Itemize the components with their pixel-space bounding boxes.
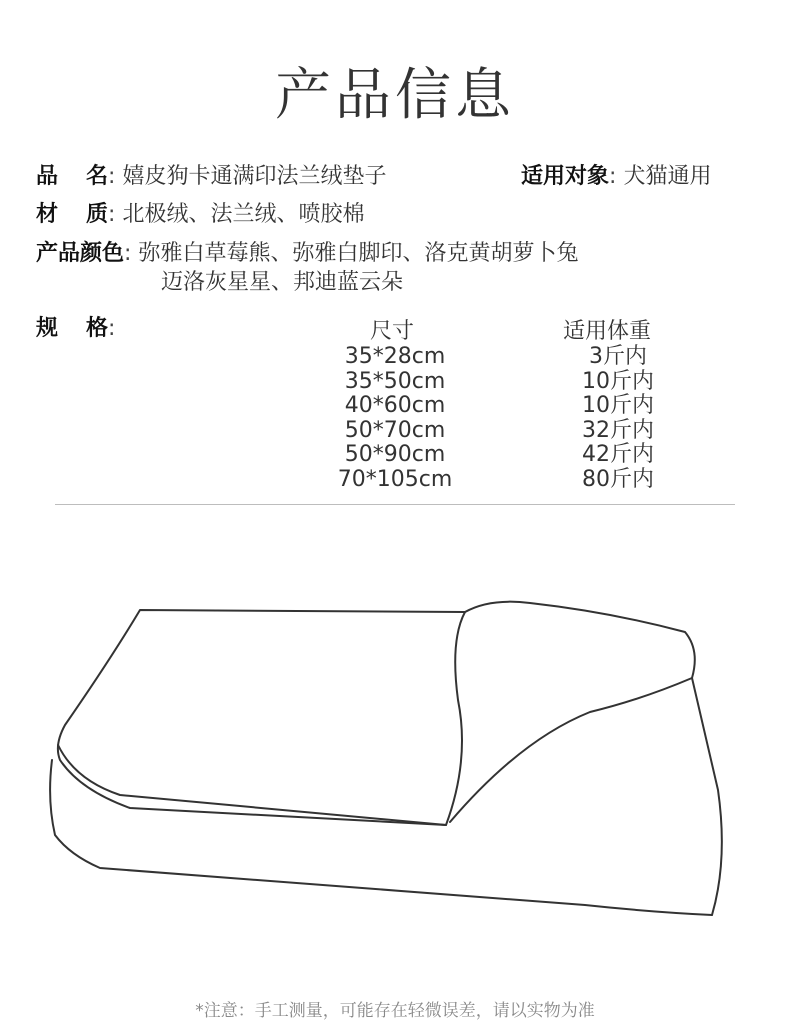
size-cell: 40*60cm	[344, 393, 446, 418]
size-cell: 50*90cm	[344, 442, 446, 467]
weight-cell: 10斤内	[582, 368, 654, 394]
page-title: 产品信息	[275, 63, 515, 128]
colors-value-line2: 迈洛灰星星、邦迪蓝云朵	[161, 270, 404, 295]
weight-cell: 3斤内	[589, 344, 647, 369]
product-name-label: 品名	[36, 164, 109, 189]
material-value: 北极绒、法兰绒、喷胶棉	[122, 202, 365, 227]
size-cell: 35*50cm	[344, 368, 446, 394]
size-cell: 70*105cm	[337, 466, 453, 492]
colon: :	[108, 164, 116, 189]
colon: :	[108, 316, 116, 341]
product-name-value: 嬉皮狗卡通满印法兰绒垫子	[122, 164, 387, 189]
colon: :	[124, 241, 132, 266]
target-label: 适用对象	[521, 164, 610, 189]
weight-cell: 80斤内	[582, 466, 654, 492]
weight-cell: 10斤内	[582, 393, 654, 418]
size-cell: 35*28cm	[344, 344, 446, 369]
size-cell: 50*70cm	[344, 417, 446, 443]
material-label: 材质	[36, 202, 109, 227]
size-column-header: 尺寸	[370, 319, 415, 344]
colon: :	[108, 202, 116, 227]
colon: :	[609, 164, 617, 189]
measurement-note: *注意：手工测量，可能存在轻微误差，请以实物为准	[195, 1001, 595, 1021]
target-value: 犬猫通用	[623, 164, 712, 189]
weight-column-header: 适用体重	[563, 319, 652, 344]
weight-cell: 32斤内	[582, 417, 654, 443]
colors-label: 产品颜色	[36, 241, 125, 266]
spec-label: 规格	[36, 316, 109, 341]
colors-value-line1: 弥雅白草莓熊、弥雅白脚印、洛克黄胡萝卜兔	[138, 241, 579, 266]
weight-cell: 42斤内	[582, 442, 654, 467]
